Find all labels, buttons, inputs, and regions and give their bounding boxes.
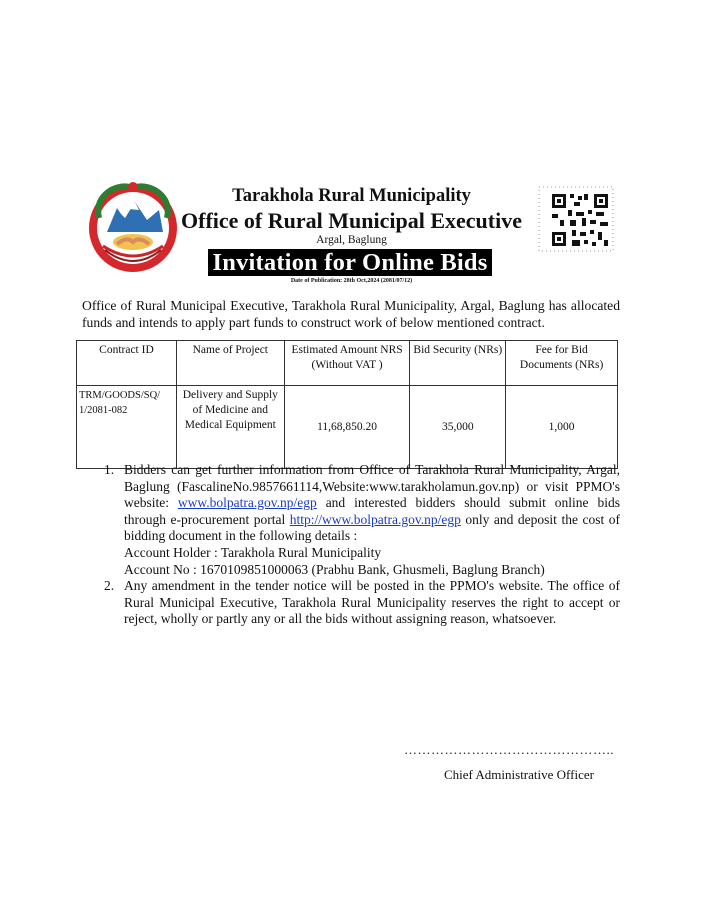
item-text-part: only and deposit the cost of bidding document in the following details : [124,511,620,544]
item-text: Any amendment in the tender notice will be posted in the PPMO's website. The office of Rural Municipal Executive, Tarakhola Rural Municipality reserves the right to accept or reject, wholly or partly any or all the bids without assigning reason, whatsoever. [124,578,620,627]
cell-project-name: Delivery and Supply of Medicine and Medical Equipment [176,386,284,469]
header-contract-id: Contract ID [77,341,177,386]
instructions-list [104,462,620,628]
header-bid-security: Bid Security (NRs) [410,341,506,386]
item-text-part: and interested bidders should submit online bids through e-procurement portal [124,495,620,527]
intro-paragraph: Office of Rural Municipal Executive, Tarakhola Rural Municipality, Argal, Baglung has allocated funds and intends to apply part funds to construct work of below mentioned contract. [82,298,620,330]
invitation-banner: Invitation for Online Bids [208,249,492,276]
header-estimated-amount: Estimated Amount NRS (Without VAT ) [284,341,410,386]
publication-date: Date of Publication: 28th Oct,2024 (2081/07/12) [290,278,413,284]
cell-contract-id: TRM/GOODS/SQ/ 1/2081-082 [77,386,177,469]
table-header-row [77,341,618,386]
location: Argal, Baglung [316,234,387,246]
signatory-title: Chief Administrative Officer [444,767,594,782]
office-name: Office of Rural Municipal Executive [181,208,522,233]
municipality-name: Tarakhola Rural Municipality [232,186,471,206]
header-project-name: Name of Project [176,341,284,386]
item-number: 2. [104,578,115,594]
header-fee: Fee for Bid Documents (NRs) [506,341,618,386]
bid-table [76,340,618,469]
account-number: Account No : 1670109851000063 (Prabhu Bank, Ghusmeli, Baglung Branch) [124,561,545,577]
list-item [104,462,620,578]
cell-fee: 1,000 [506,386,618,469]
account-holder: Account Holder : Tarakhola Rural Municipality [124,544,382,560]
table-row [77,386,618,469]
eprocurement-portal-link[interactable]: http://www.bolpatra.gov.np/egp [289,511,461,527]
item-text [124,462,620,545]
item-text-part: Bidders can get further information from Office of Tarakhola Rural Municipality, Argal, Baglung (FascalineNo.9857661114,Website:www.tarakholamun.gov.np) or visit PPMO's website: [124,462,620,511]
signature-line: ……………………………………….. [404,742,614,757]
cell-bid-security: 35,000 [410,386,506,469]
item-number: 1. [104,462,115,477]
cell-estimated-amount: 11,68,850.20 [284,386,410,469]
list-item [104,578,620,628]
ppmo-website-link[interactable]: www.bolpatra.gov.np/egp [177,495,317,511]
